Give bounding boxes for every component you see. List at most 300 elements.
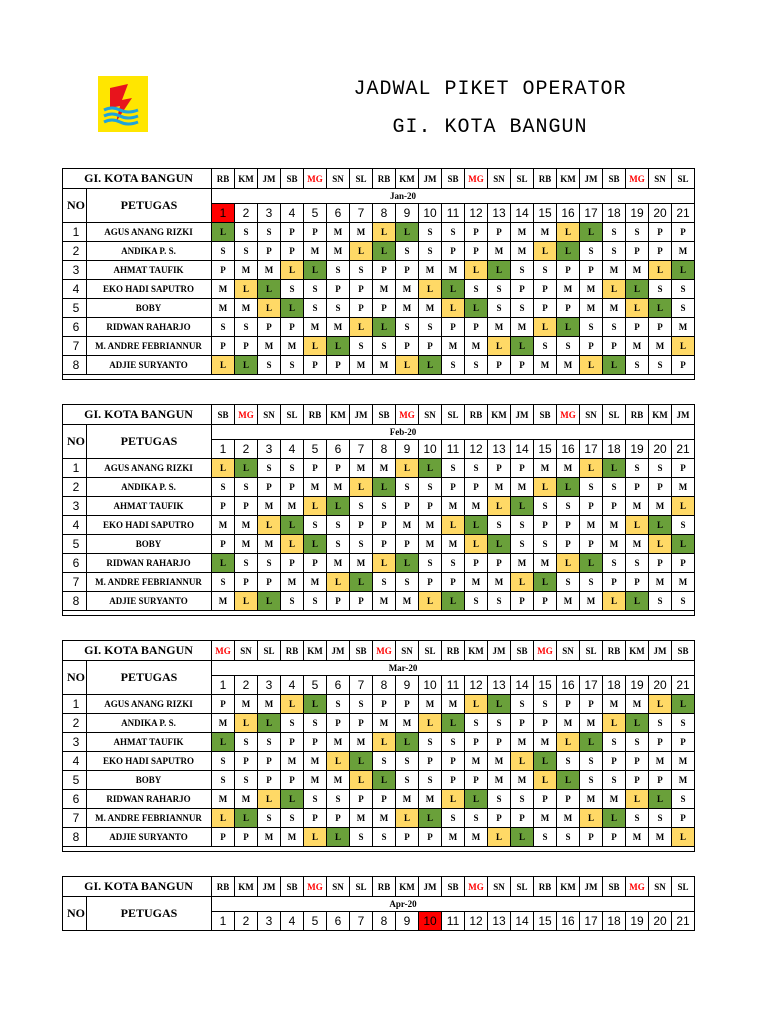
day-name: SB — [603, 169, 626, 189]
shift-cell: S — [327, 261, 350, 280]
day-number: 16 — [557, 912, 580, 931]
shift-cell: S — [557, 573, 580, 592]
day-number: 15 — [534, 912, 557, 931]
shift-cell: M — [258, 828, 281, 847]
shift-cell: S — [350, 828, 373, 847]
day-number: 13 — [488, 676, 511, 695]
shift-cell: P — [373, 261, 396, 280]
shift-cell: L — [373, 318, 396, 337]
shift-cell: L — [580, 554, 603, 573]
shift-cell: M — [534, 809, 557, 828]
shift-cell: M — [557, 592, 580, 611]
shift-cell: S — [557, 497, 580, 516]
day-number: 18 — [603, 676, 626, 695]
shift-cell: M — [373, 809, 396, 828]
day-number: 8 — [373, 440, 396, 459]
shift-cell: M — [396, 299, 419, 318]
schedule-block-Jan-20 — [62, 168, 695, 380]
table-row — [63, 261, 695, 280]
shift-cell: P — [327, 356, 350, 375]
shift-cell: P — [258, 573, 281, 592]
day-name: KM — [304, 641, 327, 661]
shift-cell: L — [419, 809, 442, 828]
day-name: KM — [626, 641, 649, 661]
shift-cell: M — [580, 299, 603, 318]
shift-cell: M — [488, 771, 511, 790]
shift-cell: P — [534, 790, 557, 809]
shift-cell: P — [465, 318, 488, 337]
shift-cell: L — [281, 516, 304, 535]
shift-cell: S — [626, 554, 649, 573]
day-name: MG — [304, 877, 327, 897]
row-number: 2 — [63, 478, 87, 497]
shift-cell: M — [281, 828, 304, 847]
day-name: RB — [465, 405, 488, 425]
shift-cell: M — [672, 318, 695, 337]
shift-cell: L — [373, 223, 396, 242]
shift-cell: S — [649, 809, 672, 828]
shift-cell: S — [534, 497, 557, 516]
shift-cell: P — [603, 573, 626, 592]
shift-cell: S — [580, 478, 603, 497]
shift-cell: P — [258, 752, 281, 771]
shift-cell: M — [649, 337, 672, 356]
day-name: MG — [465, 877, 488, 897]
shift-cell: L — [580, 809, 603, 828]
day-name: RB — [304, 405, 327, 425]
shift-cell: L — [442, 299, 465, 318]
day-name: RB — [373, 877, 396, 897]
day-number: 11 — [442, 912, 465, 931]
officer-name: AGUS ANANG RIZKI — [87, 695, 212, 714]
officer-name: RIDWAN RAHARJO — [87, 554, 212, 573]
officer-name: ADJIE SURYANTO — [87, 592, 212, 611]
shift-cell: L — [672, 337, 695, 356]
day-name: JM — [419, 877, 442, 897]
shift-cell: M — [557, 280, 580, 299]
shift-cell: S — [327, 535, 350, 554]
day-name: JM — [672, 405, 695, 425]
shift-cell: P — [488, 733, 511, 752]
shift-cell: M — [373, 356, 396, 375]
day-name: MG — [557, 405, 580, 425]
shift-cell: S — [557, 752, 580, 771]
shift-cell: S — [419, 318, 442, 337]
shift-cell: M — [603, 790, 626, 809]
shift-cell: S — [511, 261, 534, 280]
shift-cell: P — [511, 356, 534, 375]
shift-cell: M — [235, 261, 258, 280]
officer-name: ANDIKA P. S. — [87, 714, 212, 733]
shift-cell: L — [281, 299, 304, 318]
shift-cell: S — [465, 280, 488, 299]
shift-cell: L — [235, 280, 258, 299]
petugas-header: PETUGAS — [87, 897, 212, 931]
table-row — [63, 478, 695, 497]
shift-cell: P — [396, 535, 419, 554]
day-number: 7 — [350, 912, 373, 931]
shift-cell: P — [212, 337, 235, 356]
shift-cell: L — [258, 280, 281, 299]
shift-cell: P — [304, 356, 327, 375]
shift-cell: M — [419, 535, 442, 554]
shift-cell: P — [419, 337, 442, 356]
shift-cell: P — [350, 299, 373, 318]
day-name: MG — [373, 641, 396, 661]
day-name: JM — [350, 405, 373, 425]
no-header: NO — [63, 897, 87, 931]
day-number: 5 — [304, 912, 327, 931]
shift-cell: L — [465, 695, 488, 714]
day-name: SL — [672, 877, 695, 897]
shift-cell: L — [327, 828, 350, 847]
shift-cell: P — [557, 790, 580, 809]
day-name: SL — [511, 877, 534, 897]
shift-cell: S — [350, 535, 373, 554]
shift-cell: S — [442, 223, 465, 242]
day-name: JM — [419, 169, 442, 189]
shift-cell: S — [212, 752, 235, 771]
shift-cell: S — [488, 280, 511, 299]
day-number: 14 — [511, 912, 534, 931]
shift-cell: S — [304, 299, 327, 318]
row-number: 8 — [63, 828, 87, 847]
shift-cell: L — [465, 535, 488, 554]
shift-cell: M — [672, 752, 695, 771]
shift-cell: L — [649, 261, 672, 280]
shift-cell: M — [534, 223, 557, 242]
shift-cell: L — [258, 592, 281, 611]
table-row — [63, 280, 695, 299]
shift-cell: P — [603, 828, 626, 847]
officer-name: ADJIE SURYANTO — [87, 356, 212, 375]
shift-cell: S — [350, 497, 373, 516]
shift-cell: S — [580, 318, 603, 337]
shift-cell: L — [626, 299, 649, 318]
shift-cell: M — [419, 299, 442, 318]
shift-cell: S — [212, 573, 235, 592]
shift-cell: L — [442, 790, 465, 809]
schedule-block-Apr-20 — [62, 876, 695, 931]
shift-cell: P — [465, 771, 488, 790]
officer-name: BOBY — [87, 535, 212, 554]
table-row — [63, 223, 695, 242]
shift-cell: M — [258, 535, 281, 554]
shift-cell: M — [511, 771, 534, 790]
shift-cell: S — [304, 280, 327, 299]
day-name: SB — [281, 169, 304, 189]
shift-cell: P — [511, 459, 534, 478]
shift-cell: S — [281, 459, 304, 478]
shift-cell: P — [304, 733, 327, 752]
shift-cell: S — [258, 733, 281, 752]
table-row — [63, 752, 695, 771]
shift-cell: M — [419, 790, 442, 809]
shift-cell: S — [304, 790, 327, 809]
day-number: 6 — [327, 912, 350, 931]
day-name: SB — [281, 877, 304, 897]
officer-name: AGUS ANANG RIZKI — [87, 459, 212, 478]
shift-cell: M — [281, 573, 304, 592]
shift-cell: M — [373, 459, 396, 478]
day-number: 20 — [649, 440, 672, 459]
shift-cell: L — [258, 299, 281, 318]
officer-name: BOBY — [87, 771, 212, 790]
shift-cell: S — [465, 809, 488, 828]
shift-cell: M — [350, 223, 373, 242]
day-number: 13 — [488, 912, 511, 931]
shift-cell: S — [672, 299, 695, 318]
shift-cell: L — [672, 261, 695, 280]
shift-cell: S — [258, 356, 281, 375]
shift-cell: S — [373, 497, 396, 516]
shift-cell: P — [373, 695, 396, 714]
shift-cell: S — [396, 318, 419, 337]
shift-cell: P — [350, 714, 373, 733]
day-name: KM — [557, 169, 580, 189]
shift-cell: L — [603, 809, 626, 828]
officer-name: EKO HADI SAPUTRO — [87, 752, 212, 771]
shift-cell: P — [396, 828, 419, 847]
shift-cell: M — [327, 242, 350, 261]
shift-cell: S — [281, 809, 304, 828]
shift-cell: S — [649, 592, 672, 611]
day-name: MG — [534, 641, 557, 661]
day-name: SN — [235, 641, 258, 661]
officer-name: AHMAT TAUFIK — [87, 497, 212, 516]
shift-cell: S — [396, 573, 419, 592]
day-number: 17 — [580, 204, 603, 223]
day-number: 4 — [281, 204, 304, 223]
officer-name: ANDIKA P. S. — [87, 478, 212, 497]
schedule-table — [62, 876, 695, 931]
shift-cell: M — [626, 497, 649, 516]
shift-cell: M — [396, 714, 419, 733]
station-name: GI. KOTA BANGUN — [63, 641, 212, 661]
shift-cell: P — [442, 318, 465, 337]
day-number: 17 — [580, 912, 603, 931]
shift-cell: L — [396, 356, 419, 375]
shift-cell: M — [304, 242, 327, 261]
shift-cell: P — [580, 695, 603, 714]
shift-cell: P — [580, 497, 603, 516]
day-name: KM — [649, 405, 672, 425]
shift-cell: M — [258, 337, 281, 356]
officer-name: RIDWAN RAHARJO — [87, 790, 212, 809]
day-number: 2 — [235, 676, 258, 695]
shift-cell: L — [258, 790, 281, 809]
pln-logo — [98, 76, 148, 132]
shift-cell: M — [212, 299, 235, 318]
shift-cell: M — [649, 573, 672, 592]
shift-cell: M — [534, 733, 557, 752]
shift-cell: S — [511, 535, 534, 554]
shift-cell: P — [350, 592, 373, 611]
shift-cell: P — [649, 223, 672, 242]
shift-cell: S — [442, 554, 465, 573]
shift-cell: S — [488, 516, 511, 535]
officer-name: EKO HADI SAPUTRO — [87, 280, 212, 299]
month-label: Mar-20 — [212, 661, 695, 676]
shift-cell: P — [350, 280, 373, 299]
day-number: 4 — [281, 440, 304, 459]
shift-cell: L — [396, 459, 419, 478]
day-number: 3 — [258, 676, 281, 695]
officer-name: M. ANDRE FEBRIANNUR — [87, 337, 212, 356]
shift-cell: M — [626, 695, 649, 714]
shift-cell: S — [626, 223, 649, 242]
day-name: KM — [235, 877, 258, 897]
shift-cell: L — [235, 459, 258, 478]
row-number: 3 — [63, 261, 87, 280]
shift-cell: P — [419, 828, 442, 847]
shift-cell: P — [534, 714, 557, 733]
row-number: 1 — [63, 459, 87, 478]
day-number: 2 — [235, 440, 258, 459]
shift-cell: M — [235, 299, 258, 318]
table-row — [63, 459, 695, 478]
shift-cell: P — [281, 554, 304, 573]
day-number: 6 — [327, 440, 350, 459]
shift-cell: M — [672, 573, 695, 592]
shift-cell: L — [396, 809, 419, 828]
shift-cell: S — [534, 695, 557, 714]
shift-cell: P — [304, 809, 327, 828]
day-number: 12 — [465, 912, 488, 931]
block-spacer — [63, 611, 695, 616]
officer-name: AGUS ANANG RIZKI — [87, 223, 212, 242]
shift-cell: S — [373, 752, 396, 771]
day-number: 21 — [672, 204, 695, 223]
shift-cell: P — [281, 223, 304, 242]
row-number: 3 — [63, 497, 87, 516]
day-name: MG — [626, 169, 649, 189]
day-number: 17 — [580, 440, 603, 459]
shift-cell: M — [649, 828, 672, 847]
day-name: SB — [350, 641, 373, 661]
shift-cell: S — [488, 790, 511, 809]
row-number: 6 — [63, 318, 87, 337]
page-subtitle: GI. KOTA BANGUN — [392, 116, 588, 139]
shift-cell: S — [442, 459, 465, 478]
day-number: 5 — [304, 204, 327, 223]
shift-cell: L — [603, 592, 626, 611]
shift-cell: L — [258, 516, 281, 535]
day-name: SN — [258, 405, 281, 425]
shift-cell: L — [304, 261, 327, 280]
shift-cell: S — [235, 223, 258, 242]
shift-cell: P — [488, 223, 511, 242]
day-number: 4 — [281, 676, 304, 695]
day-number: 15 — [534, 204, 557, 223]
shift-cell: M — [373, 280, 396, 299]
shift-cell: L — [465, 261, 488, 280]
shift-cell: M — [465, 752, 488, 771]
shift-cell: P — [419, 573, 442, 592]
table-row — [63, 535, 695, 554]
row-number: 6 — [63, 790, 87, 809]
shift-cell: L — [281, 535, 304, 554]
row-number: 7 — [63, 809, 87, 828]
shift-cell: M — [511, 733, 534, 752]
shift-cell: P — [442, 242, 465, 261]
shift-cell: S — [235, 733, 258, 752]
shift-cell: P — [580, 828, 603, 847]
day-number: 7 — [350, 676, 373, 695]
shift-cell: L — [419, 356, 442, 375]
day-name: SN — [557, 641, 580, 661]
shift-cell: L — [281, 695, 304, 714]
shift-cell: P — [304, 554, 327, 573]
day-name: JM — [511, 405, 534, 425]
shift-cell: M — [327, 318, 350, 337]
shift-cell: M — [235, 695, 258, 714]
day-name: JM — [258, 169, 281, 189]
officer-name: M. ANDRE FEBRIANNUR — [87, 573, 212, 592]
day-name: RB — [626, 405, 649, 425]
shift-cell: L — [557, 554, 580, 573]
shift-cell: P — [465, 242, 488, 261]
shift-cell: P — [534, 516, 557, 535]
shift-cell: P — [281, 478, 304, 497]
day-name: SN — [327, 877, 350, 897]
officer-name: AHMAT TAUFIK — [87, 261, 212, 280]
day-name: SL — [281, 405, 304, 425]
officer-name: RIDWAN RAHARJO — [87, 318, 212, 337]
shift-cell: P — [557, 299, 580, 318]
shift-cell: S — [672, 714, 695, 733]
shift-cell: S — [465, 714, 488, 733]
shift-cell: M — [258, 261, 281, 280]
officer-name: M. ANDRE FEBRIANNUR — [87, 809, 212, 828]
shift-cell: L — [672, 695, 695, 714]
no-header: NO — [63, 189, 87, 223]
shift-cell: P — [557, 535, 580, 554]
shift-cell: M — [534, 459, 557, 478]
shift-cell: S — [235, 554, 258, 573]
shift-cell: L — [235, 714, 258, 733]
shift-cell: L — [534, 573, 557, 592]
table-row — [63, 242, 695, 261]
shift-cell: L — [557, 318, 580, 337]
row-number: 1 — [63, 695, 87, 714]
shift-cell: L — [465, 516, 488, 535]
shift-cell: S — [488, 299, 511, 318]
day-number: 9 — [396, 676, 419, 695]
shift-cell: S — [534, 261, 557, 280]
shift-cell: S — [603, 771, 626, 790]
shift-cell: M — [557, 714, 580, 733]
month-label: Jan-20 — [212, 189, 695, 204]
shift-cell: L — [511, 497, 534, 516]
day-name: SN — [488, 877, 511, 897]
shift-cell: S — [603, 733, 626, 752]
shift-cell: S — [603, 318, 626, 337]
shift-cell: M — [327, 733, 350, 752]
shift-cell: L — [603, 356, 626, 375]
shift-cell: S — [327, 790, 350, 809]
no-header: NO — [63, 661, 87, 695]
shift-cell: L — [350, 771, 373, 790]
shift-cell: M — [304, 478, 327, 497]
shift-cell: M — [235, 790, 258, 809]
shift-cell: S — [672, 280, 695, 299]
shift-cell: S — [511, 299, 534, 318]
shift-cell: S — [304, 714, 327, 733]
day-name: SL — [580, 641, 603, 661]
shift-cell: P — [488, 554, 511, 573]
day-name: RB — [442, 641, 465, 661]
